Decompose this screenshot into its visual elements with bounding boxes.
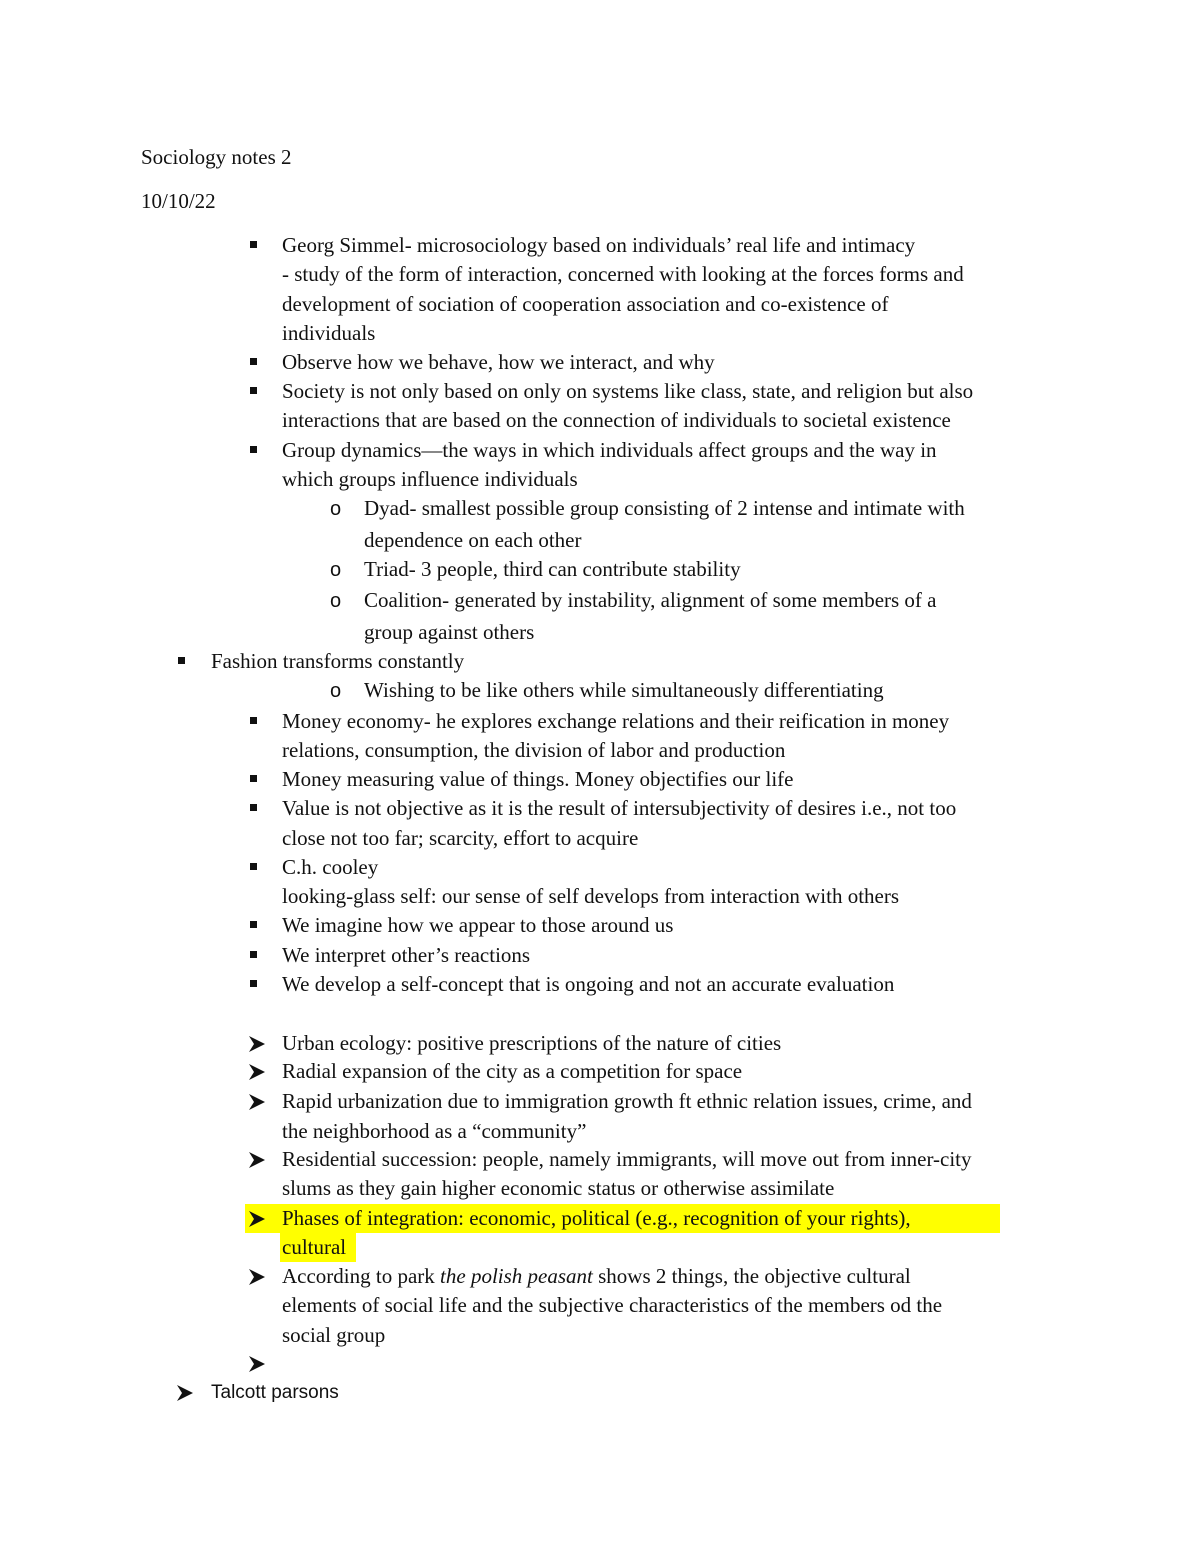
simmel-line-1: Georg Simmel- microsociology based on individuals’ real life and intimacy [282, 233, 916, 257]
simmel-society-line-2: interactions that are based on the connection of individuals to societal existence [282, 408, 951, 432]
polish-peasant-title: the polish peasant [440, 1264, 593, 1288]
park-line-1-end: shows 2 things, the objective cultural [592, 1264, 911, 1288]
park-line-2: elements of social life and the subjective characteristics of the members od the [282, 1293, 943, 1317]
self-concept-line: We develop a self-concept that is ongoing and not an accurate evaluation [282, 972, 895, 996]
square-bullet-icon [250, 387, 257, 394]
square-bullet-icon [250, 804, 257, 811]
group-dynamics-line-2: which groups influence individuals [282, 467, 578, 491]
simmel-observe: Observe how we behave, how we interact, and why [282, 350, 715, 374]
arrow-bullet-icon [176, 1384, 194, 1402]
cooley-line-1: C.h. cooley [282, 855, 379, 879]
square-bullet-icon [250, 717, 257, 724]
urban-ecology-line: Urban ecology: positive prescriptions of the nature of cities [282, 1031, 782, 1055]
talcott-parsons-line: Talcott parsons [211, 1382, 339, 1403]
park-line-1 [282, 1263, 911, 1289]
simmel-society-line-1: Society is not only based on only on systems like class, state, and religion but also [282, 379, 974, 403]
square-bullet-icon [250, 358, 257, 365]
document-title: Sociology notes 2 [141, 145, 292, 169]
simmel-line-3: development of sociation of cooperation association and co-existence of [282, 292, 889, 316]
simmel-line-4: individuals [282, 321, 376, 345]
dyad-line-2: dependence on each other [364, 528, 582, 552]
money-economy-line-2: relations, consumption, the division of labor and production [282, 738, 786, 762]
square-bullet-icon [250, 863, 257, 870]
money-economy-line-1: Money economy- he explores exchange relations and their reification in money [282, 709, 950, 733]
arrow-bullet-icon [248, 1355, 266, 1373]
arrow-bullet-icon [248, 1093, 266, 1111]
circle-bullet-icon: o [330, 590, 342, 612]
square-bullet-icon [250, 980, 257, 987]
document-date: 10/10/22 [141, 189, 216, 213]
arrow-bullet-icon [248, 1063, 266, 1081]
square-bullet-icon [178, 657, 185, 664]
square-bullet-icon [250, 775, 257, 782]
circle-bullet-icon: o [330, 680, 342, 702]
simmel-line-2: - study of the form of interaction, concerned with looking at the forces forms and [282, 262, 964, 286]
square-bullet-icon [250, 951, 257, 958]
value-line-1: Value is not objective as it is the result of intersubjectivity of desires i.e., not too [282, 796, 957, 820]
square-bullet-icon [250, 241, 257, 248]
interpret-line: We interpret other’s reactions [282, 943, 531, 967]
residential-succession-line-2: slums as they gain higher economic status or otherwise assimilate [282, 1176, 835, 1200]
money-measuring-line: Money measuring value of things. Money objectifies our life [282, 767, 794, 791]
fashion-line: Fashion transforms constantly [211, 649, 465, 673]
cooley-line-2: looking-glass self: our sense of self develops from interaction with others [282, 884, 900, 908]
group-dynamics-line-1: Group dynamics—the ways in which individuals affect groups and the way in [282, 438, 937, 462]
dyad-line-1: Dyad- smallest possible group consisting of 2 intense and intimate with [364, 496, 965, 520]
triad-line: Triad- 3 people, third can contribute stability [364, 557, 741, 581]
residential-succession-line-1: Residential succession: people, namely immigrants, will move out from inner-city [282, 1147, 972, 1171]
square-bullet-icon [250, 446, 257, 453]
phases-integration-line-2: cultural [282, 1235, 347, 1259]
phases-integration-line-1: Phases of integration: economic, political (e.g., recognition of your rights), [282, 1206, 911, 1230]
park-line-1-start: According to park [282, 1264, 441, 1288]
wishing-line: Wishing to be like others while simultaneously differentiating [364, 678, 884, 702]
square-bullet-icon [250, 921, 257, 928]
arrow-bullet-icon [248, 1268, 266, 1286]
radial-expansion-line: Radial expansion of the city as a competition for space [282, 1059, 743, 1083]
rapid-urbanization-line-2: the neighborhood as a “community” [282, 1119, 587, 1143]
circle-bullet-icon: o [330, 498, 342, 520]
arrow-bullet-icon [248, 1035, 266, 1053]
arrow-bullet-icon [248, 1210, 266, 1228]
arrow-bullet-icon [248, 1151, 266, 1169]
coalition-line-1: Coalition- generated by instability, alignment of some members of a [364, 588, 937, 612]
value-line-2: close not too far; scarcity, effort to acquire [282, 826, 639, 850]
coalition-line-2: group against others [364, 620, 535, 644]
park-line-3: social group [282, 1323, 386, 1347]
imagine-line: We imagine how we appear to those around us [282, 913, 674, 937]
rapid-urbanization-line-1: Rapid urbanization due to immigration growth ft ethnic relation issues, crime, and [282, 1089, 972, 1113]
circle-bullet-icon: o [330, 559, 342, 581]
